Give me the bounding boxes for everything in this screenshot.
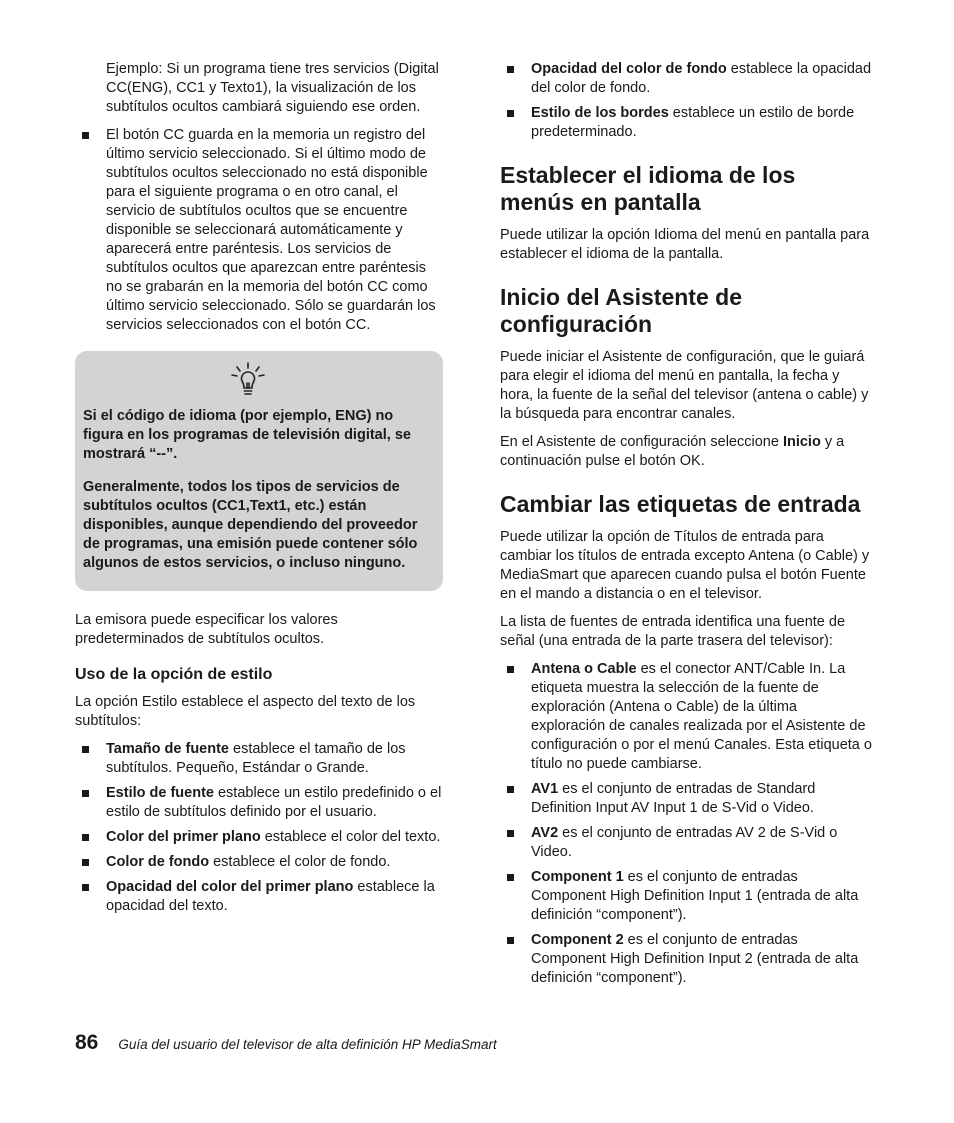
item-desc: establece la opacidad del texto. bbox=[106, 879, 435, 914]
item-term: Component 2 bbox=[531, 932, 624, 948]
item-desc: establece un estilo de borde predeterminado. bbox=[531, 105, 855, 140]
tip-paragraph-2: Generalmente, todos los tipos de servicios de subtítulos ocultos (CC1,Text1, etc.) están disponibles, aunque dependiendo del proveedor de programas, una emisión puede contener sólo algunos de estos servicios, o incluso ninguno. bbox=[83, 479, 418, 571]
labels-paragraph-2: La lista de fuentes de entrada identifica una fuente de señal (una entrada de la parte trasera del televisor): bbox=[500, 614, 846, 649]
labels-heading: Cambiar las etiquetas de entrada bbox=[500, 491, 861, 517]
style-intro: La opción Estilo establece el aspecto del texto de los subtítulos: bbox=[75, 694, 416, 729]
item-desc: establece un estilo predefinido o el estilo de subtítulos definido por el usuario. bbox=[106, 785, 442, 820]
list-item bbox=[500, 931, 872, 988]
text-run: En el Asistente de configuración seleccione bbox=[500, 434, 783, 450]
item-desc: establece el color de fondo. bbox=[209, 854, 391, 870]
item-term: AV2 bbox=[531, 825, 559, 841]
cc-bullet-list bbox=[75, 126, 443, 335]
list-item bbox=[500, 824, 872, 862]
tip-paragraph-1: Si el código de idioma (por ejemplo, ENG) no figura en los programas de televisión digital, se mostrará “--”. bbox=[83, 408, 411, 462]
item-term: Color de fondo bbox=[106, 854, 210, 870]
list-item bbox=[75, 853, 443, 872]
list-item bbox=[500, 660, 872, 774]
item-desc: establece el color del texto. bbox=[260, 829, 441, 845]
cc-bullet-text: El botón CC guarda en la memoria un registro del último servicio seleccionado. Si el último modo de subtítulos ocultos seleccionado no está disponible para el siguiente programa o en otro canal, el servicio de subtítulos ocultos que se encuentre disponible se seleccionará automáticamente y aparecerá entre paréntesis. Los servicios de subtítulos ocultos que aparezcan entre paréntesis no se grabarán en la memoria del botón CC como último servicio seleccionado. Sólo se guardarán los servicios seleccionados con el botón CC. bbox=[106, 127, 436, 333]
language-heading: Establecer el idioma de los menús en pantalla bbox=[500, 162, 796, 215]
list-item bbox=[75, 126, 443, 335]
item-term: Opacidad del color de fondo bbox=[531, 61, 727, 77]
left-column bbox=[75, 60, 443, 925]
item-term: Antena o Cable bbox=[531, 661, 637, 677]
item-desc: establece el tamaño de los subtítulos. Pequeño, Estándar o Grande. bbox=[106, 741, 406, 776]
item-term: Opacidad del color del primer plano bbox=[106, 879, 354, 895]
item-term: Tamaño de fuente bbox=[106, 741, 229, 757]
style-heading: Uso de la opción de estilo bbox=[75, 666, 273, 683]
item-desc: es el conjunto de entradas de Standard Definition Input AV Input 1 de S-Vid o Video. bbox=[531, 781, 816, 816]
list-item bbox=[500, 104, 872, 142]
item-desc: es el conjunto de entradas Component High Definition Input 2 (entrada de alta definición “component”). bbox=[531, 932, 859, 986]
style-options-list-continued bbox=[500, 60, 872, 142]
list-item bbox=[500, 780, 872, 818]
item-desc: establece la opacidad del color de fondo. bbox=[531, 61, 872, 96]
item-term: Estilo de fuente bbox=[106, 785, 214, 801]
text-run-bold: Inicio bbox=[782, 434, 821, 450]
item-term: Component 1 bbox=[531, 869, 624, 885]
lightbulb-icon bbox=[228, 361, 268, 401]
item-term: AV1 bbox=[531, 781, 559, 797]
example-paragraph: Ejemplo: Si un programa tiene tres servicios (Digital CC(ENG), CC1 y Texto1), la visualización de los subtítulos ocultos cambiará siguiendo ese orden. bbox=[106, 61, 439, 115]
item-desc: es el conjunto de entradas Component High Definition Input 1 (entrada de alta definición “component”). bbox=[531, 869, 859, 923]
item-desc: es el conjunto de entradas AV 2 de S-Vid o Video. bbox=[531, 825, 838, 860]
list-item bbox=[500, 868, 872, 925]
page-footer bbox=[75, 1033, 875, 1054]
list-item bbox=[75, 878, 443, 916]
wizard-heading: Inicio del Asistente de configuración bbox=[500, 284, 742, 337]
item-term: Estilo de los bordes bbox=[531, 105, 669, 121]
language-paragraph: Puede utilizar la opción Idioma del menú en pantalla para establecer el idioma de la pantalla. bbox=[500, 227, 870, 262]
input-sources-list bbox=[500, 660, 872, 988]
footer-title: Guía del usuario del televisor de alta definición HP MediaSmart bbox=[118, 1037, 497, 1052]
labels-paragraph-1: Puede utilizar la opción de Títulos de entrada para cambiar los títulos de entrada excepto Antena (o Cable) y MediaSmart que aparecen cuando pulsa el botón Fuente en el mando a distancia o en el televisor. bbox=[500, 529, 870, 602]
right-column bbox=[500, 60, 872, 997]
page-number: 86 bbox=[75, 1031, 99, 1054]
wizard-paragraph-2 bbox=[500, 433, 872, 471]
list-item bbox=[75, 784, 443, 822]
item-term: Color del primer plano bbox=[106, 829, 261, 845]
item-desc: es el conector ANT/Cable In. La etiqueta muestra la selección de la fuente de exploración (Antena o Cable) de la última exploración de canales realizada por el Asistente de configuración o por el menú Canales. Esta etiqueta o título no puede cambiarse. bbox=[531, 661, 872, 772]
tip-box bbox=[75, 351, 443, 591]
list-item bbox=[500, 60, 872, 98]
text-run: y a continuación pulse el botón OK. bbox=[500, 434, 845, 469]
broadcaster-paragraph: La emisora puede especificar los valores predeterminados de subtítulos ocultos. bbox=[75, 612, 338, 647]
wizard-paragraph-1: Puede iniciar el Asistente de configuración, que le guiará para elegir el idioma del menú en pantalla, la fecha y hora, la fuente de la señal del televisor (antena o cable) y la búsqueda para encontrar canales. bbox=[500, 349, 869, 422]
list-item bbox=[75, 828, 443, 847]
style-options-list bbox=[75, 740, 443, 916]
list-item bbox=[75, 740, 443, 778]
